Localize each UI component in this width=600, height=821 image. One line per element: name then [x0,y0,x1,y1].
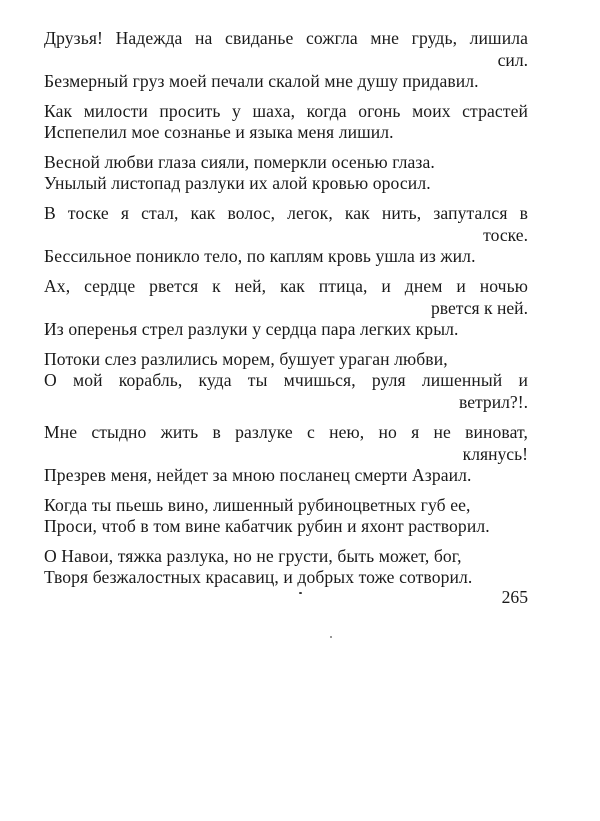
verse-line-continuation: рвется к ней. [431,298,528,318]
verse-line: Друзья! Надежда на свиданье сожгла мне грудь, лишила [44,28,528,48]
stanza-8 [44,495,528,537]
verse-line: Бессильное поникло тело, по каплям кровь ушла из жил. [44,246,476,266]
print-speck [330,636,332,638]
verse-line: Когда ты пьешь вино, лишенный рубиноцветных губ ее, [44,495,471,515]
verse-line: В тоске я стал, как волос, легок, как нить, запутался в [44,203,528,223]
stanza-1 [44,28,528,92]
verse-line: Творя безжалостных красавиц, и добрых тоже сотворил. [44,567,473,587]
verse-line: Из оперенья стрел разлуки у сердца пара легких крыл. [44,319,459,339]
verse-line: О мой корабль, куда ты мчишься, руля лишенный и [44,370,528,390]
verse-line: Презрев меня, нейдет за мною посланец смерти Азраил. [44,465,472,485]
stanza-2 [44,101,528,143]
verse-line: Ах, сердце рвется к ней, как птица, и днем и ночью [44,276,528,296]
print-speck [299,592,302,594]
verse-line: Потоки слез разлились морем, бушует ураган любви, [44,349,448,369]
verse-line: Унылый листопад разлуки их алой кровью оросил. [44,173,431,193]
verse-line: Весной любви глаза сияли, померкли осенью глаза. [44,152,435,172]
stanza-3 [44,152,528,194]
verse-line: Мне стыдно жить в разлуке с нею, но я не виноват, [44,422,528,442]
verse-line: Испепелил мое сознанье и языка меня лишил. [44,122,394,142]
page-number: 265 [501,587,528,607]
verse-line-continuation: сил. [497,50,528,70]
verse-line: Проси, чтоб в том вине кабатчик рубин и яхонт растворил. [44,516,490,536]
stanza-6 [44,349,528,413]
stanza-4 [44,203,528,267]
verse-line-continuation: клянусь! [462,444,528,464]
verse-line: Безмерный груз моей печали скалой мне душу придавил. [44,71,479,91]
verse-line: О Навои, тяжка разлука, но не грусти, быть может, бог, [44,546,462,566]
poem [44,28,528,597]
verse-line-continuation: тоске. [483,225,528,245]
stanza-5 [44,276,528,340]
stanza-9 [44,546,528,588]
verse-line-continuation: ветрил?!. [459,392,528,412]
verse-line: Как милости просить у шаха, когда огонь моих страстей [44,101,528,121]
stanza-7 [44,422,528,486]
